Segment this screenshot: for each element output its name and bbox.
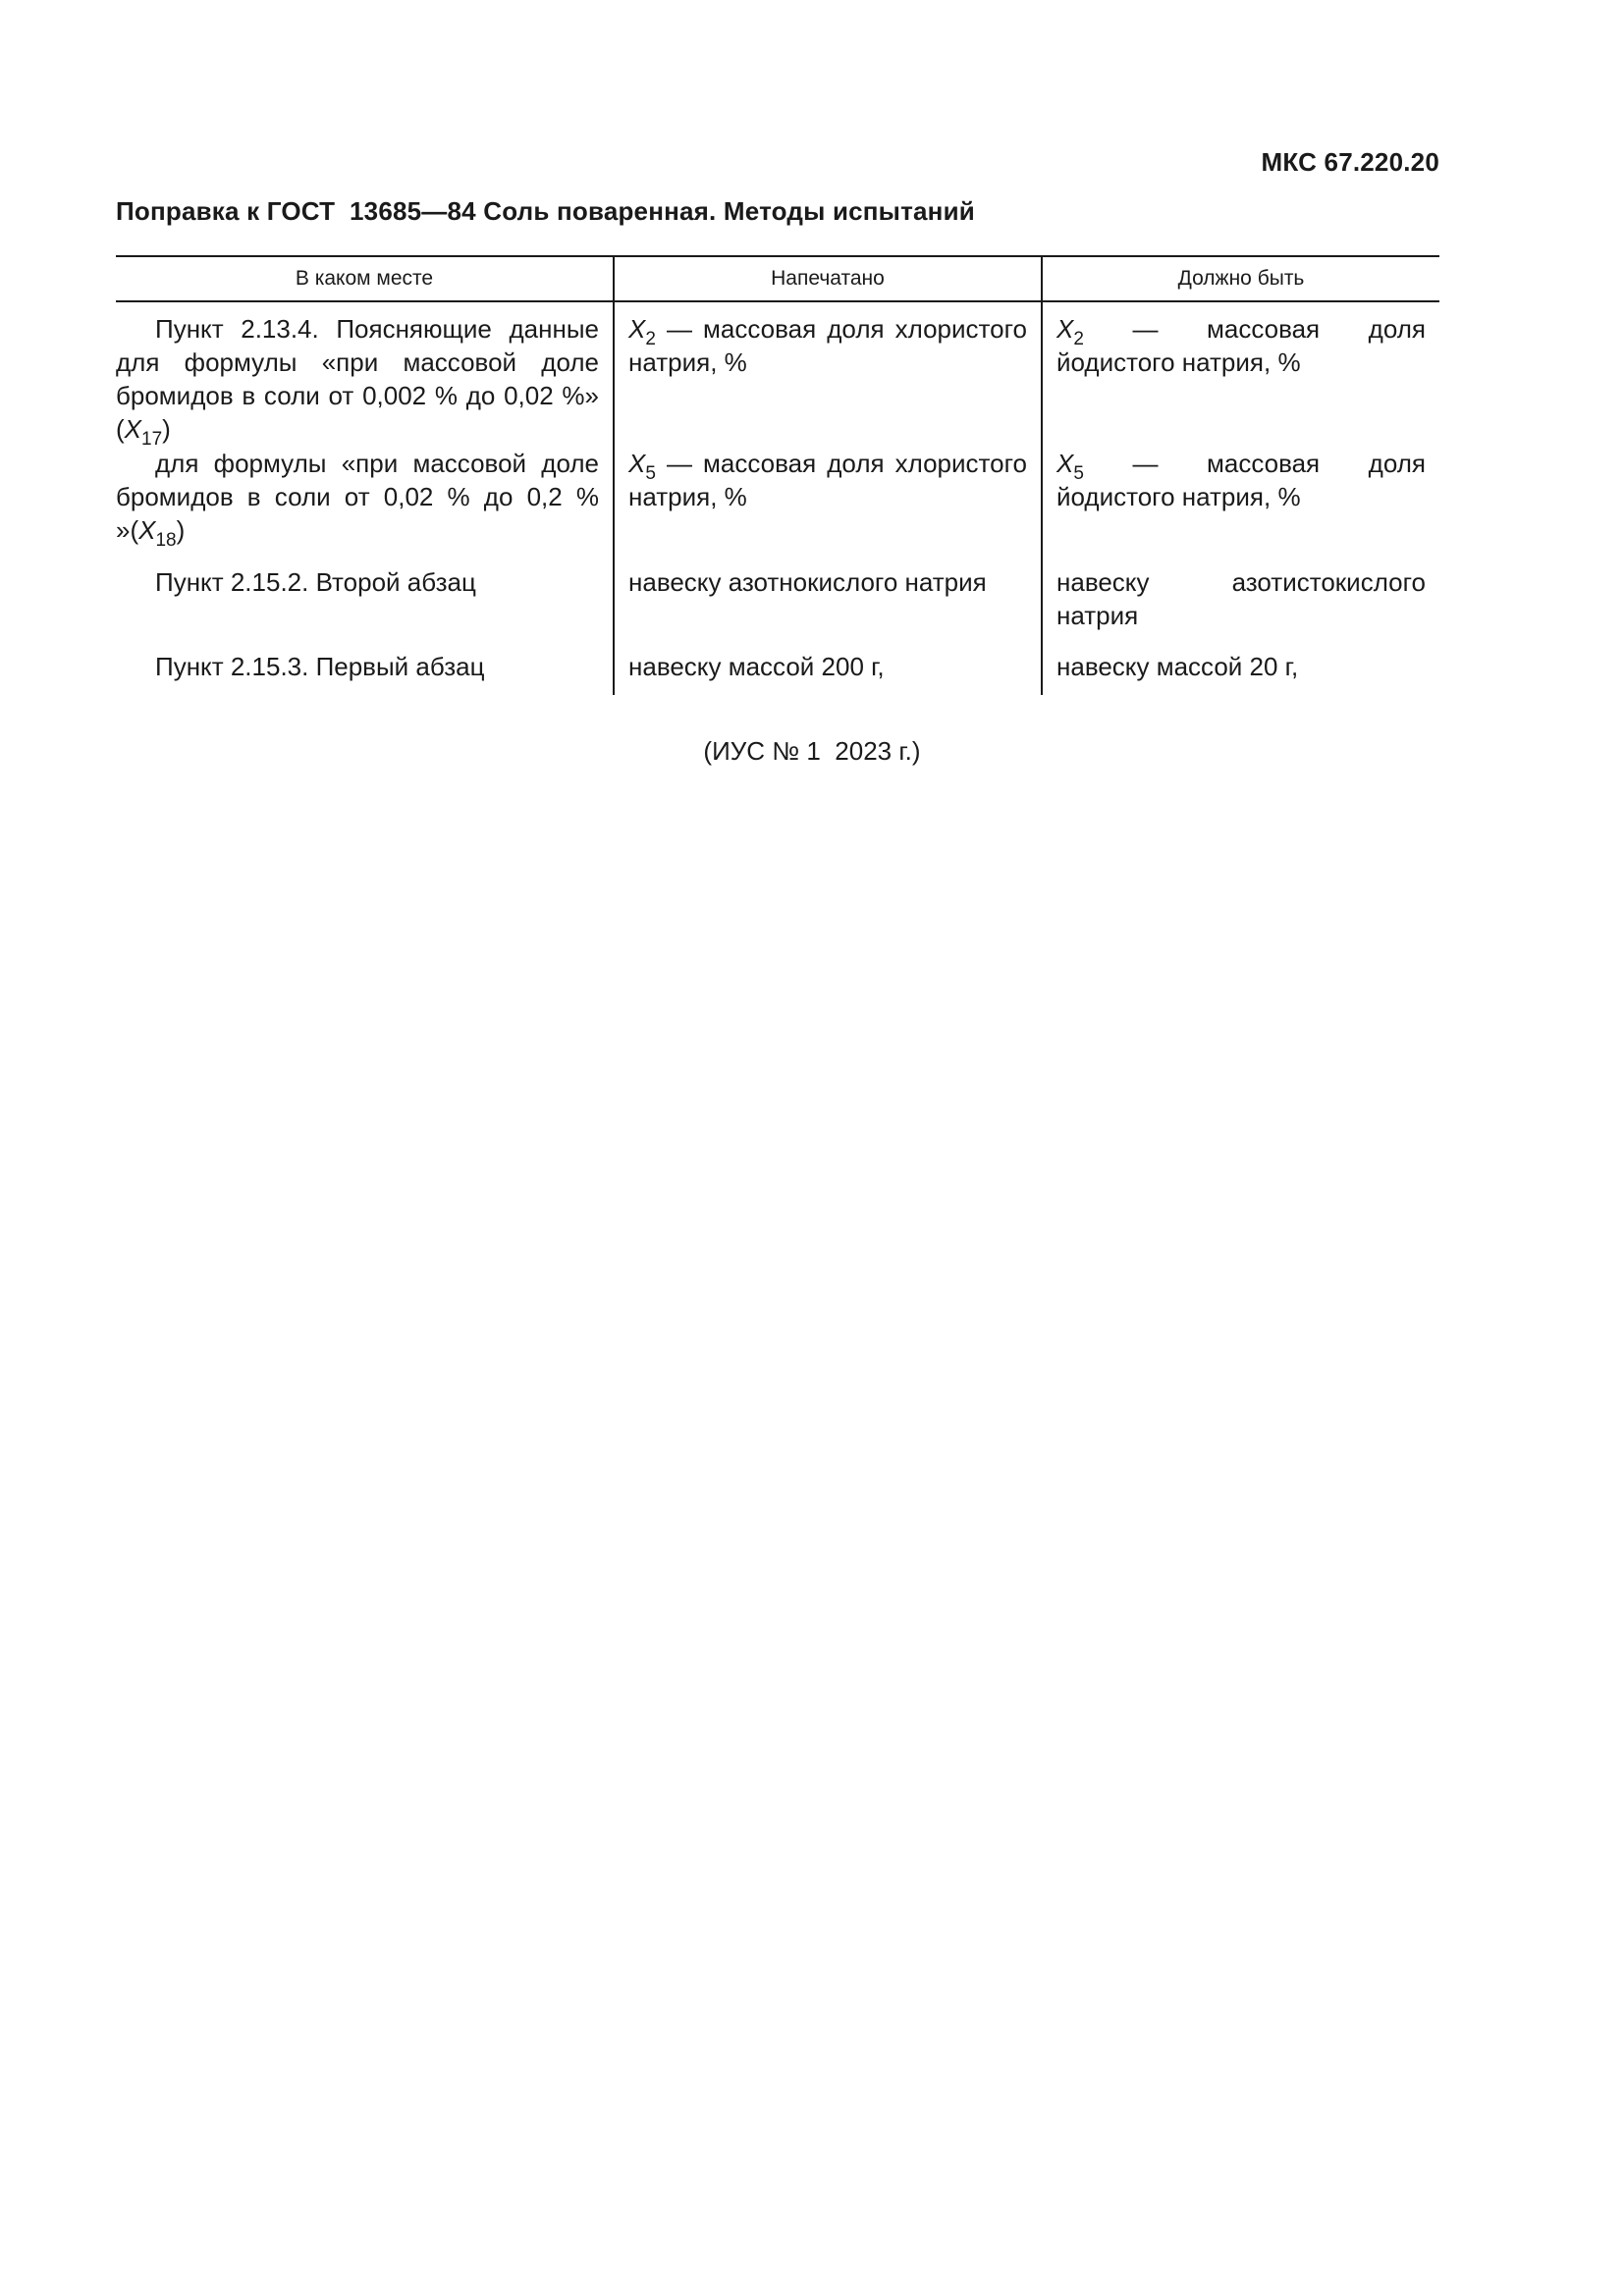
variable-subscript: 18 — [155, 530, 177, 551]
table-row — [116, 565, 1439, 650]
header-should-be: Должно быть — [1042, 256, 1439, 301]
cell-should-be — [1042, 447, 1439, 565]
variable-subscript: 2 — [645, 329, 656, 349]
table-header-row — [116, 256, 1439, 301]
place-text: для формулы «при массовой доле бромидов в соли от 0,02 % до 0,2 % »( — [116, 449, 599, 545]
variable-symbol: X — [628, 314, 646, 344]
variable-subscript: 5 — [645, 463, 656, 484]
corrections-table — [116, 255, 1439, 695]
cell-place: Пункт 2.15.2. Второй абзац — [155, 567, 476, 597]
printed-text: — массовая доля хлористого натрия, % — [628, 314, 1027, 377]
variable-symbol: X — [1056, 449, 1074, 478]
place-text-after: ) — [162, 414, 171, 444]
cell-should-be — [1042, 301, 1439, 447]
place-text-after: ) — [176, 515, 186, 545]
cell-printed: навеску азотнокислого натрия — [614, 565, 1042, 650]
variable-symbol: X — [1056, 314, 1074, 344]
variable-symbol: X — [124, 414, 142, 444]
should-be-text: — массовая доля йодистого натрия, % — [1056, 449, 1426, 511]
table-row — [116, 447, 1439, 565]
document-title: Поправка к ГОСТ 13685—84 Соль поваренная. Методы испытаний — [116, 196, 975, 226]
publication-reference: (ИУС № 1 2023 г.) — [703, 736, 921, 766]
place-text: Пункт 2.13.4. Поясняющие данные для формулы «при массовой доле бромидов в соли от 0,002 % до 0,02 %» ( — [116, 314, 599, 444]
classification-code: МКС 67.220.20 — [1261, 147, 1439, 177]
cell-printed: навеску массой 200 г, — [614, 650, 1042, 695]
cell-printed — [614, 301, 1042, 447]
variable-symbol: X — [628, 449, 646, 478]
cell-printed — [614, 447, 1042, 565]
variable-subscript: 17 — [141, 429, 163, 450]
cell-should-be: навеску массой 20 г, — [1042, 650, 1439, 695]
printed-text: — массовая доля хлористого натрия, % — [628, 449, 1027, 511]
variable-symbol: X — [138, 515, 156, 545]
cell-place — [116, 301, 614, 450]
cell-place: Пункт 2.15.3. Первый абзац — [155, 652, 485, 681]
should-be-text: — массовая доля йодистого натрия, % — [1056, 314, 1426, 377]
header-place: В каком месте — [116, 256, 614, 301]
table-row — [116, 301, 1439, 447]
cell-should-be: навеску азотистокислого натрия — [1042, 565, 1439, 650]
variable-subscript: 2 — [1073, 329, 1084, 349]
header-printed: Напечатано — [614, 256, 1042, 301]
table-row — [116, 650, 1439, 695]
variable-subscript: 5 — [1073, 463, 1084, 484]
cell-place — [116, 447, 614, 565]
